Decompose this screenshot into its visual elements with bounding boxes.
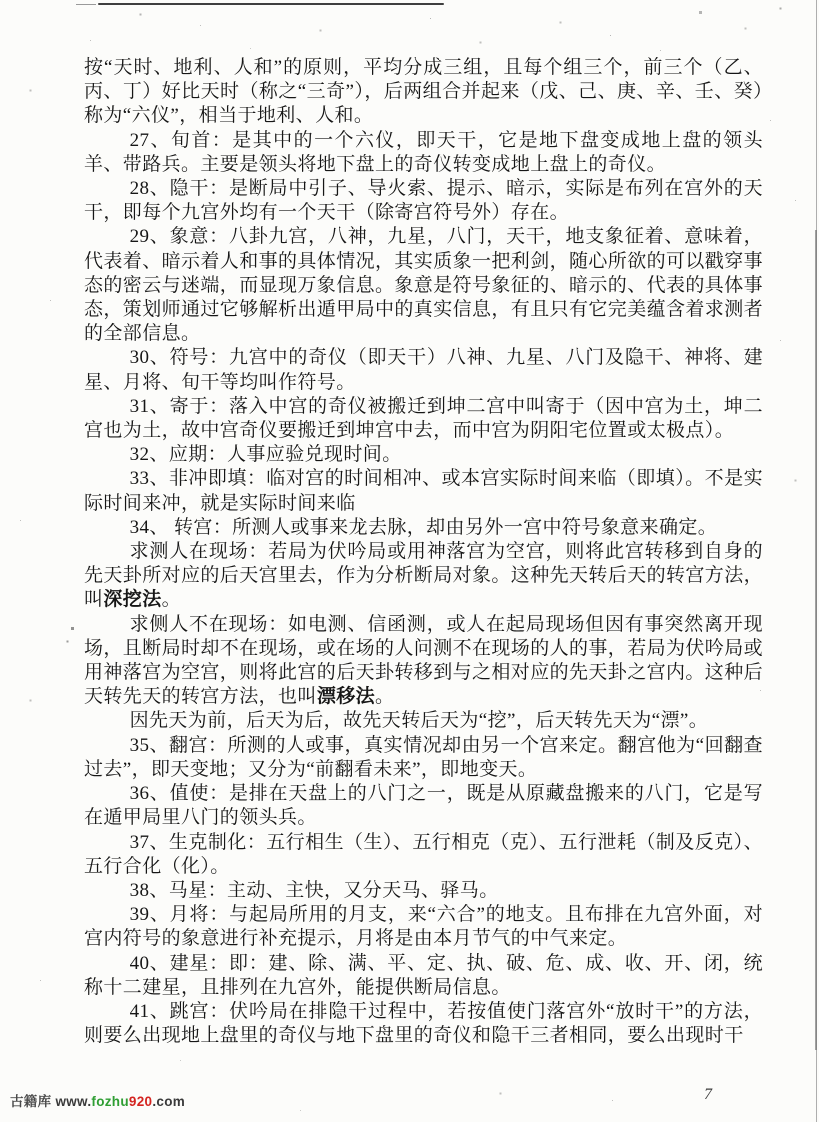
paragraph-text: 35、翻宫：所测的人或事，真实情况却由另一个宫来定。翻宫他为“回翻查过去”，即天变地；又分为“前翻看未来”，即地变天。 bbox=[84, 734, 763, 780]
paragraph bbox=[84, 831, 763, 879]
paragraph-text: 按“天时、地利、人和”的原则，平均分成三组，且每个组三个，前三个（乙、丙、丁）好比天时（称之“三奇”），后两组合并起来（戊、己、庚、辛、壬、癸）称为“六仪”，相当于地利、人和。 bbox=[84, 57, 763, 127]
paragraph bbox=[84, 952, 763, 1000]
paragraph bbox=[84, 395, 763, 443]
paragraph bbox=[84, 177, 763, 225]
paragraph bbox=[84, 1000, 763, 1048]
paragraph bbox=[84, 129, 763, 177]
paragraph-text: 33、非冲即填：临对宫的时间相冲、或本宫实际时间来临（即填）。不是实际时间来冲，就是实际时间来临 bbox=[84, 468, 763, 514]
paragraph bbox=[84, 516, 763, 540]
scan-artifact-line-faint bbox=[76, 4, 96, 5]
paragraph-text: 。 bbox=[161, 589, 182, 611]
paragraph-text-bold: 深挖法 bbox=[103, 589, 162, 611]
paragraph bbox=[84, 346, 763, 394]
paragraph-text: 41、跳宫：伏吟局在排隐干过程中，若按值使门落宫外“放时干”的方法，则要么出现地上盘里的奇仪与地下盘里的奇仪和隐干三者相同，要么出现时干 bbox=[84, 1000, 763, 1047]
paragraph bbox=[84, 443, 763, 467]
watermark-url-domain: fozhu bbox=[91, 1094, 129, 1109]
paragraph-text: 36、值使：是排在天盘上的八门之一，既是从原藏盘搬来的八门，它是写在遁甲局里八门的领头兵。 bbox=[84, 783, 763, 829]
scan-edge-line-dark bbox=[815, 230, 817, 1050]
watermark bbox=[10, 1090, 185, 1110]
paragraph-text: 32、应期：人事应验兑现时间。 bbox=[129, 444, 402, 466]
paragraph-text: 38、马星：主动、主快，又分天马、驿马。 bbox=[129, 879, 499, 901]
paragraph-text: 27、旬首：是其中的一个六仪，即天干，它是地下盘变成地上盘的领头羊、带路兵。主要是领头将地下盘上的奇仪转变成地上盘上的奇仪。 bbox=[84, 129, 763, 175]
paragraph-text: 求侧人不在现场：如电测、信函测，或人在起局现场但因有事突然离开现场，且断局时却不在现场，或在场的人问测不在现场的人的事，若局为伏吟局或用神落宫为空宫，则将此宫的后天卦转移到与之相对应的先天卦之宫内。这种后天转先天的转宫方法，也叫 bbox=[84, 613, 764, 708]
watermark-library-name: 古籍库 bbox=[10, 1094, 56, 1109]
paragraph-text: 34、 转宫：所测人或事来龙去脉，却由另外一宫中符号象意来确定。 bbox=[129, 516, 718, 538]
paragraph-text: 31、寄于：落入中宫的奇仪被搬迁到坤二宫中叫寄于（因中宫为土，坤二宫也为土，故中宫奇仪要搬迁到坤宫中去，而中宫为阴阳宅位置或太极点）。 bbox=[84, 395, 763, 442]
paragraph-text: 求测人在现场：若局为伏吟局或用神落宫为空宫，则将此宫转移到自身的先天卦所对应的后天宫里去，作为分析断局对象。这种先天转后天的转宫方法，叫 bbox=[84, 541, 764, 611]
watermark-url-tld: .com bbox=[152, 1094, 186, 1109]
scan-artifact-line bbox=[98, 3, 444, 5]
watermark-url-number: 920 bbox=[128, 1094, 153, 1109]
paragraph-text: 28、隐干：是断局中引子、导火索、提示、暗示，实际是布列在宫外的天干，即每个九宫外均有一个天干（除寄宫符号外）存在。 bbox=[84, 178, 763, 224]
paragraph-text: 39、月将：与起局所用的月支，来“六合”的地支。且布排在九宫外面，对宫内符号的象意进行补充提示，月将是由本月节气的中气来定。 bbox=[84, 904, 763, 950]
paragraph bbox=[84, 782, 763, 830]
paragraph bbox=[84, 903, 763, 951]
paragraph bbox=[84, 540, 763, 613]
paragraph bbox=[84, 225, 763, 346]
paragraph-text: 因先天为前，后天为后，故先天转后天为“挖”，后天转先天为“漂”。 bbox=[129, 710, 709, 732]
paragraph bbox=[84, 613, 763, 710]
paragraph bbox=[84, 734, 763, 782]
watermark-url-www: www. bbox=[55, 1094, 92, 1109]
paragraph-text: 29、象意：八卦九宫，八神，九星，八门，天干，地支象征着、意味着，代表着、暗示着人和事的具体情况，其实质象一把利剑，随心所欲的可以戳穿事态的密云与迷端，而显现万象信息。象意是符号象征的、暗示的、代表的具体事态，策划师通过它够解析出遁甲局中的真实信息，有且只有它完美蕴含着求测者的全部信息。 bbox=[84, 226, 764, 345]
paragraph-text: 37、生克制化：五行相生（生）、五行相克（克）、五行泄耗（制及反克）、五行合化（化）。 bbox=[84, 831, 763, 877]
page-number: 7 bbox=[704, 1086, 712, 1103]
paragraph-text: 。 bbox=[375, 686, 395, 708]
paragraph bbox=[84, 56, 763, 129]
paragraph bbox=[84, 467, 763, 515]
paragraph bbox=[84, 879, 763, 903]
scan-noise-specks bbox=[0, 0, 1, 1]
document-body bbox=[84, 56, 763, 1048]
paragraph bbox=[84, 709, 763, 733]
paragraph-text: 40、建星：即：建、除、满、平、定、执、破、危、成、收、开、闭，统称十二建星，且排列在九宫外，能提供断局信息。 bbox=[84, 952, 763, 998]
paragraph-text: 30、符号：九宫中的奇仪（即天干）八神、九星、八门及隐干、神将、建星、月将、旬干等均叫作符号。 bbox=[84, 347, 763, 393]
paragraph-text-bold: 漂移法 bbox=[316, 686, 376, 708]
